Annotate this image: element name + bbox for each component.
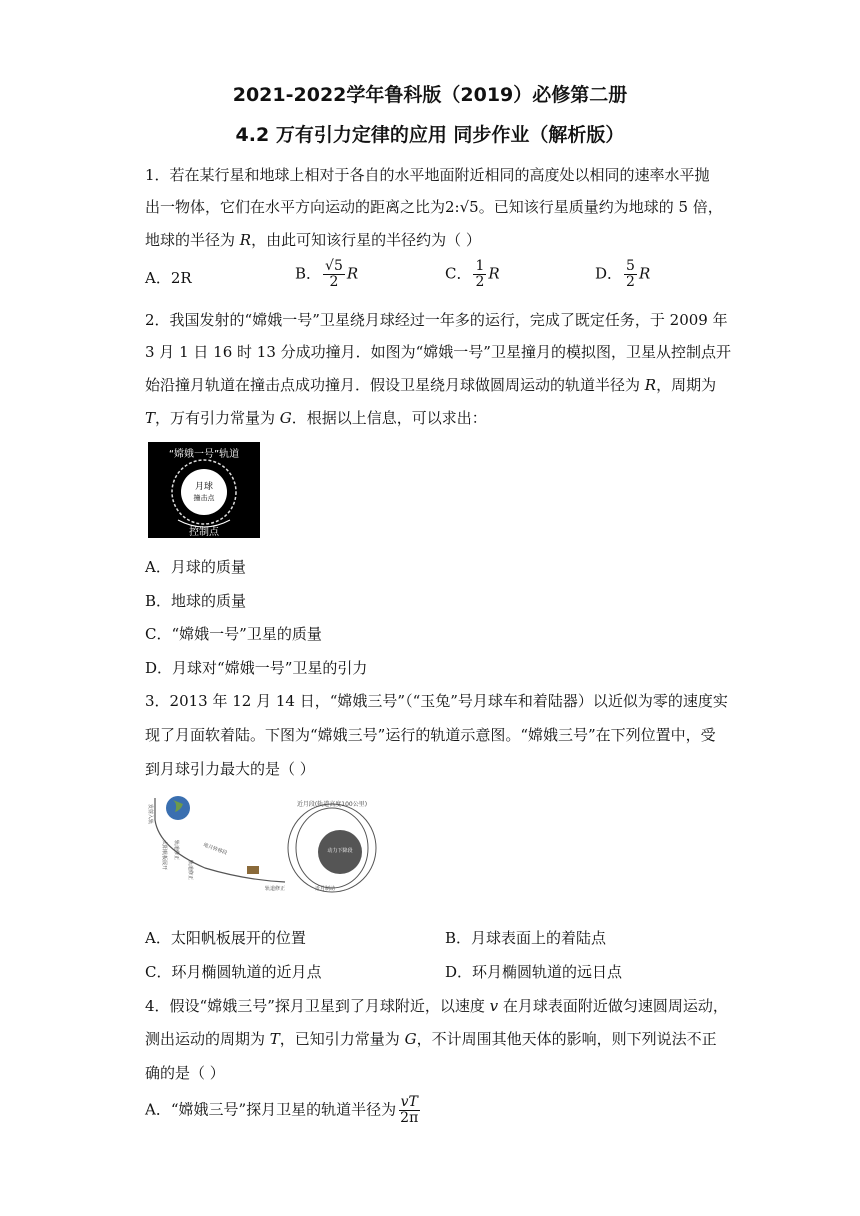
- q4-line-3: 确的是（ ）: [145, 1064, 225, 1082]
- q3-option-a: A．太阳帆板展开的位置: [145, 929, 306, 947]
- q2-option-d: D．月球对“嫦娥一号”卫星的引力: [145, 659, 368, 677]
- landing-label: 动力下降段: [327, 848, 353, 854]
- document-subtitle: 4.2 万有引力定律的应用 同步作业（解析版）: [235, 124, 625, 146]
- q4-line-1: 4．假设“嫦娥三号”探月卫星到了月球附近，以速度 v 在月球表面附近做匀速圆周运动，: [145, 997, 728, 1015]
- q3-option-b: B．月球表面上的着陆点: [445, 929, 607, 947]
- q2-line-2: 3 月 1 日 16 时 13 分成功撞月．如图为“嫦娥一号”卫星撞月的模拟图，卫星从控制点开: [145, 343, 731, 361]
- correction-label-1: 轨道修正: [173, 840, 179, 861]
- correction-label-2: 轨道修正: [187, 860, 193, 881]
- q2-line-3: 始沿撞月轨道在撞击点成功撞月．假设卫星绕月球做圆周运动的轨道半径为 R，周期为: [145, 376, 717, 394]
- q1-option-a: A．2R: [145, 269, 192, 287]
- moon-label: 月球: [194, 482, 214, 492]
- impact-point-label: 撞击点: [193, 494, 215, 502]
- q3-line-3: 到月球引力最大的是（ ）: [145, 760, 315, 778]
- chang-e-3-orbit-figure: [145, 790, 385, 894]
- circular-orbit-label: 近月段(轨道高度100公里): [296, 801, 368, 808]
- q3-line-1: 3．2013 年 12 月 14 日，“嫦娥三号”（“玉兔”号月球车和着陆器）以近似为零的速度实: [145, 692, 728, 710]
- q1-option-b: B． $\frac{√5}{2}$ R: [295, 258, 359, 290]
- q1-option-c: C． $\frac{1}{2}$ R: [445, 258, 500, 290]
- launch-label: 发射入轨: [147, 804, 153, 825]
- solar-panel-label: 太阳帆板展开: [161, 840, 167, 871]
- q1-option-d: D． $\frac{5}{2}$ R: [595, 258, 651, 290]
- document-title: 2021-2022学年鲁科版（2019）必修第二册: [232, 84, 628, 106]
- q1-line-2: 出一物体，它们在水平方向运动的距离之比为2:√5。已知该行星质量约为地球的 5 倍，: [145, 198, 723, 216]
- impact-diagram: [148, 442, 260, 538]
- q2-line-4: T，万有引力常量为 G．根据以上信息，可以求出：: [145, 409, 487, 427]
- control-point-label: 控制点: [189, 527, 219, 538]
- chang-e-1-impact-figure: [148, 442, 260, 538]
- q3-option-c: C．环月椭圆轨道的近月点: [145, 963, 322, 981]
- orbit-diagram: [145, 790, 385, 894]
- q1-line-1: 1．若在某行星和地球上相对于各自的水平地面附近相同的高度处以相同的速率水平抛: [145, 166, 710, 184]
- spacecraft-icon: [247, 866, 259, 874]
- q2-option-b: B．地球的质量: [145, 592, 247, 610]
- q3-option-d: D．环月椭圆轨道的远日点: [445, 963, 623, 981]
- q1-ratio: 2:√5: [445, 198, 479, 216]
- q1-line-3: 地球的半径为 R，由此可知该行星的半径约为（ ）: [145, 231, 481, 249]
- brake-label: 近月制动: [315, 886, 336, 892]
- q3-line-2: 现了月面软着陆。下图为“嫦娥三号”运行的轨道示意图。“嫦娥三号”在下列位置中，受: [145, 726, 716, 744]
- moon-disc: [181, 469, 227, 515]
- orbit-label: “嫦娥一号”轨道: [168, 449, 240, 460]
- transfer-label: 地月转移段: [202, 842, 228, 857]
- q2-option-c: C．“嫦娥一号”卫星的质量: [145, 625, 322, 643]
- q4-line-2: 测出运动的周期为 T，已知引力常量为 G，不计周围其他天体的影响，则下列说法不正: [145, 1030, 717, 1048]
- q2-line-1: 2．我国发射的“嫦娥一号”卫星绕月球经过一年多的运行，完成了既定任务，于 2009 年: [145, 311, 728, 329]
- q2-option-a: A．月球的质量: [145, 558, 246, 576]
- q4-option-a: A．“嫦娥三号”探月卫星的轨道半径为 $\frac{vT}{2\pi}$: [145, 1094, 419, 1126]
- correction-label-3: 轨道修正: [265, 886, 286, 892]
